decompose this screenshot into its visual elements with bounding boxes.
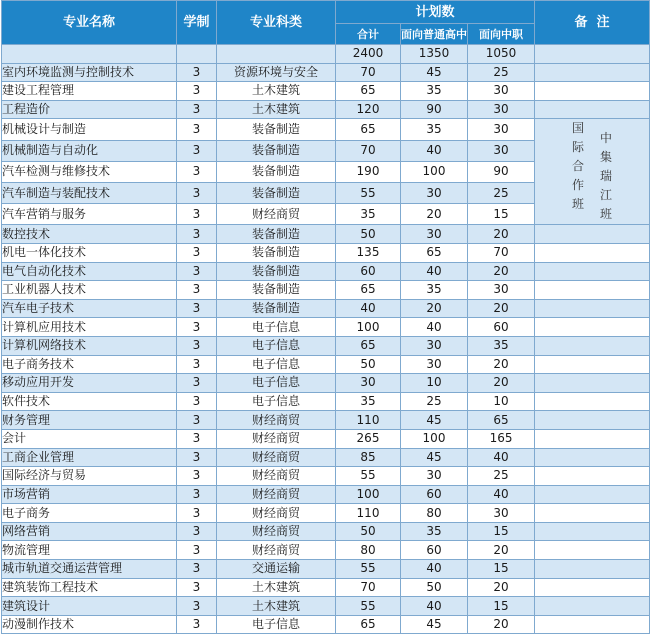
major-name: 会计 [2,429,177,448]
major-years: 3 [177,100,217,119]
major-name: 电子商务 [2,504,177,523]
remark-empty [535,225,650,244]
plan-total: 190 [336,161,401,182]
table-row [2,299,650,318]
plan-high-school: 20 [401,204,468,225]
plan-high-school: 65 [401,243,468,262]
major-years: 3 [177,281,217,300]
header-name: 专业名称 [2,1,177,45]
major-name: 网络营销 [2,522,177,541]
remark-empty [535,262,650,281]
major-years: 3 [177,411,217,430]
major-category: 交通运输 [217,560,336,579]
plan-vocational: 20 [468,578,535,597]
table-row [2,522,650,541]
remark-char: 班 [600,207,613,222]
plan-total: 50 [336,522,401,541]
remark-empty [535,299,650,318]
plan-total: 70 [336,578,401,597]
plan-vocational: 25 [468,63,535,82]
enrollment-plan-table [1,0,650,634]
plan-high-school: 40 [401,140,468,161]
plan-vocational: 40 [468,448,535,467]
major-name: 计算机网络技术 [2,336,177,355]
table-row [2,374,650,393]
plan-high-school: 30 [401,467,468,486]
plan-high-school: 40 [401,262,468,281]
major-category: 财经商贸 [217,522,336,541]
plan-high-school: 45 [401,615,468,634]
remark-empty [535,429,650,448]
major-years: 3 [177,541,217,560]
major-category: 财经商贸 [217,504,336,523]
table-row [2,392,650,411]
major-name: 物流管理 [2,541,177,560]
remark-empty [535,485,650,504]
plan-vocational: 35 [468,336,535,355]
major-name: 机械制造与自动化 [2,140,177,161]
remark-empty [535,355,650,374]
table-row [2,262,650,281]
plan-vocational: 20 [468,262,535,281]
major-name: 机械设计与制造 [2,119,177,140]
major-category: 财经商贸 [217,467,336,486]
totals-row [2,45,650,64]
plan-vocational: 30 [468,119,535,140]
plan-total: 65 [336,281,401,300]
major-years: 3 [177,485,217,504]
major-category: 财经商贸 [217,448,336,467]
plan-vocational: 10 [468,392,535,411]
major-years: 3 [177,522,217,541]
plan-total: 120 [336,100,401,119]
remark-empty [535,392,650,411]
major-years: 3 [177,204,217,225]
major-name: 计算机应用技术 [2,318,177,337]
header-plan: 计划数 [336,1,535,24]
table-row [2,336,650,355]
major-category: 装备制造 [217,243,336,262]
table-row [2,485,650,504]
major-category: 电子信息 [217,336,336,355]
major-category: 装备制造 [217,281,336,300]
major-name: 市场营销 [2,485,177,504]
plan-high-school: 10 [401,374,468,393]
major-name: 汽车检测与维修技术 [2,161,177,182]
major-years: 3 [177,119,217,140]
remark-char: 国 [572,121,585,136]
major-category: 财经商贸 [217,411,336,430]
remark-empty [535,318,650,337]
plan-high-school: 35 [401,82,468,101]
plan-total: 30 [336,374,401,393]
remark-empty [535,448,650,467]
table-row [2,318,650,337]
major-name: 数控技术 [2,225,177,244]
plan-total: 55 [336,560,401,579]
plan-total: 35 [336,392,401,411]
major-years: 3 [177,429,217,448]
table-row [2,597,650,616]
plan-high-school: 80 [401,504,468,523]
table-row [2,82,650,101]
plan-total: 110 [336,504,401,523]
plan-high-school: 100 [401,161,468,182]
remark-char: 瑞 [600,169,613,184]
plan-total: 135 [336,243,401,262]
remark-empty [535,63,650,82]
major-category: 土木建筑 [217,578,336,597]
plan-total: 55 [336,467,401,486]
remark-cell [535,119,650,225]
table-row [2,448,650,467]
major-years: 3 [177,243,217,262]
plan-total: 50 [336,355,401,374]
plan-high-school: 20 [401,299,468,318]
plan-vocational: 25 [468,182,535,203]
plan-total: 80 [336,541,401,560]
remark-empty [535,504,650,523]
remark-empty [535,336,650,355]
table-row [2,63,650,82]
total-sum: 2400 [336,45,401,64]
major-years: 3 [177,63,217,82]
plan-total: 70 [336,63,401,82]
plan-total: 65 [336,82,401,101]
remark-empty [535,467,650,486]
major-name: 汽车制造与装配技术 [2,182,177,203]
plan-vocational: 30 [468,281,535,300]
remark-empty [535,281,650,300]
plan-vocational: 70 [468,243,535,262]
plan-vocational: 15 [468,560,535,579]
plan-high-school: 30 [401,355,468,374]
plan-high-school: 35 [401,522,468,541]
plan-vocational: 20 [468,541,535,560]
major-category: 财经商贸 [217,541,336,560]
major-category: 财经商贸 [217,429,336,448]
major-name: 电子商务技术 [2,355,177,374]
table-row [2,119,650,140]
major-category: 电子信息 [217,318,336,337]
plan-total: 265 [336,429,401,448]
major-name: 室内环境监测与控制技术 [2,63,177,82]
major-name: 动漫制作技术 [2,615,177,634]
plan-total: 110 [336,411,401,430]
remark-char: 作 [572,178,585,193]
major-name: 财务管理 [2,411,177,430]
plan-high-school: 30 [401,225,468,244]
table-row [2,429,650,448]
major-name: 建筑装饰工程技术 [2,578,177,597]
header-remark: 备 注 [535,1,650,45]
major-name: 工业机器人技术 [2,281,177,300]
plan-vocational: 25 [468,467,535,486]
major-years: 3 [177,392,217,411]
plan-high-school: 30 [401,182,468,203]
plan-vocational: 15 [468,522,535,541]
major-name: 电气自动化技术 [2,262,177,281]
major-years: 3 [177,467,217,486]
plan-vocational: 20 [468,355,535,374]
major-years: 3 [177,299,217,318]
plan-total: 100 [336,318,401,337]
plan-total: 50 [336,225,401,244]
plan-high-school: 40 [401,318,468,337]
table-row [2,504,650,523]
remark-empty [535,374,650,393]
remark-empty [535,100,650,119]
major-category: 财经商贸 [217,485,336,504]
major-years: 3 [177,355,217,374]
plan-vocational: 20 [468,299,535,318]
table-row [2,560,650,579]
plan-total: 85 [336,448,401,467]
major-category: 资源环境与安全 [217,63,336,82]
remark-empty [535,541,650,560]
header-total: 合计 [336,24,401,45]
major-name: 建筑设计 [2,597,177,616]
plan-high-school: 25 [401,392,468,411]
plan-vocational: 20 [468,225,535,244]
table-row [2,281,650,300]
total-high-school: 1350 [401,45,468,64]
remark-empty [535,578,650,597]
table-row [2,243,650,262]
plan-high-school: 40 [401,560,468,579]
major-name: 移动应用开发 [2,374,177,393]
major-category: 财经商贸 [217,204,336,225]
major-years: 3 [177,448,217,467]
major-name: 汽车电子技术 [2,299,177,318]
remark-char: 江 [600,188,613,203]
remark-empty [535,615,650,634]
major-years: 3 [177,578,217,597]
plan-vocational: 30 [468,504,535,523]
remark-empty [535,243,650,262]
major-name: 工程造价 [2,100,177,119]
plan-total: 40 [336,299,401,318]
major-category: 装备制造 [217,225,336,244]
plan-high-school: 35 [401,281,468,300]
major-years: 3 [177,615,217,634]
plan-vocational: 20 [468,615,535,634]
remark-empty [535,597,650,616]
major-name: 汽车营销与服务 [2,204,177,225]
major-years: 3 [177,262,217,281]
major-years: 3 [177,161,217,182]
remark-char: 集 [600,150,613,165]
table-row [2,467,650,486]
header-years: 学制 [177,1,217,45]
plan-vocational: 15 [468,597,535,616]
plan-vocational: 30 [468,140,535,161]
remark-char: 际 [572,140,585,155]
major-name: 软件技术 [2,392,177,411]
major-years: 3 [177,82,217,101]
major-years: 3 [177,374,217,393]
major-category: 装备制造 [217,140,336,161]
plan-high-school: 45 [401,63,468,82]
major-category: 装备制造 [217,161,336,182]
major-years: 3 [177,182,217,203]
plan-high-school: 100 [401,429,468,448]
plan-total: 35 [336,204,401,225]
remark-char: 班 [572,197,585,212]
remark-empty [535,522,650,541]
major-name: 建设工程管理 [2,82,177,101]
remark-text-right [600,119,612,224]
major-category: 电子信息 [217,392,336,411]
remark-text-left [572,119,584,224]
plan-total: 60 [336,262,401,281]
plan-high-school: 60 [401,541,468,560]
table-row [2,411,650,430]
table-row [2,541,650,560]
remark-char: 合 [572,159,585,174]
major-years: 3 [177,140,217,161]
remark-empty [535,411,650,430]
plan-high-school: 50 [401,578,468,597]
major-category: 电子信息 [217,374,336,393]
table-row [2,578,650,597]
major-years: 3 [177,504,217,523]
plan-high-school: 45 [401,411,468,430]
plan-vocational: 20 [468,374,535,393]
major-years: 3 [177,225,217,244]
major-years: 3 [177,336,217,355]
major-category: 装备制造 [217,119,336,140]
plan-vocational: 165 [468,429,535,448]
table-row [2,615,650,634]
major-name: 城市轨道交通运营管理 [2,560,177,579]
major-category: 电子信息 [217,615,336,634]
major-category: 土木建筑 [217,100,336,119]
plan-total: 65 [336,615,401,634]
header-vocational: 面向中职 [468,24,535,45]
total-vocational: 1050 [468,45,535,64]
plan-vocational: 30 [468,82,535,101]
plan-vocational: 30 [468,100,535,119]
plan-vocational: 65 [468,411,535,430]
major-category: 装备制造 [217,182,336,203]
major-years: 3 [177,560,217,579]
table-row [2,225,650,244]
major-category: 装备制造 [217,299,336,318]
major-name: 工商企业管理 [2,448,177,467]
plan-total: 55 [336,597,401,616]
plan-total: 65 [336,119,401,140]
plan-vocational: 90 [468,161,535,182]
plan-high-school: 45 [401,448,468,467]
plan-high-school: 60 [401,485,468,504]
remark-char: 中 [600,131,613,146]
major-category: 土木建筑 [217,597,336,616]
major-name: 国际经济与贸易 [2,467,177,486]
major-years: 3 [177,597,217,616]
plan-vocational: 40 [468,485,535,504]
remark-empty [535,560,650,579]
plan-high-school: 35 [401,119,468,140]
table-row [2,355,650,374]
plan-high-school: 40 [401,597,468,616]
remark-empty [535,82,650,101]
header-high-school: 面向普通高中 [401,24,468,45]
major-name: 机电一体化技术 [2,243,177,262]
major-category: 土木建筑 [217,82,336,101]
major-category: 电子信息 [217,355,336,374]
plan-total: 70 [336,140,401,161]
plan-high-school: 30 [401,336,468,355]
plan-vocational: 15 [468,204,535,225]
plan-total: 65 [336,336,401,355]
plan-high-school: 90 [401,100,468,119]
plan-vocational: 60 [468,318,535,337]
plan-total: 55 [336,182,401,203]
major-category: 装备制造 [217,262,336,281]
plan-total: 100 [336,485,401,504]
table-row [2,100,650,119]
major-years: 3 [177,318,217,337]
header-category: 专业科类 [217,1,336,45]
